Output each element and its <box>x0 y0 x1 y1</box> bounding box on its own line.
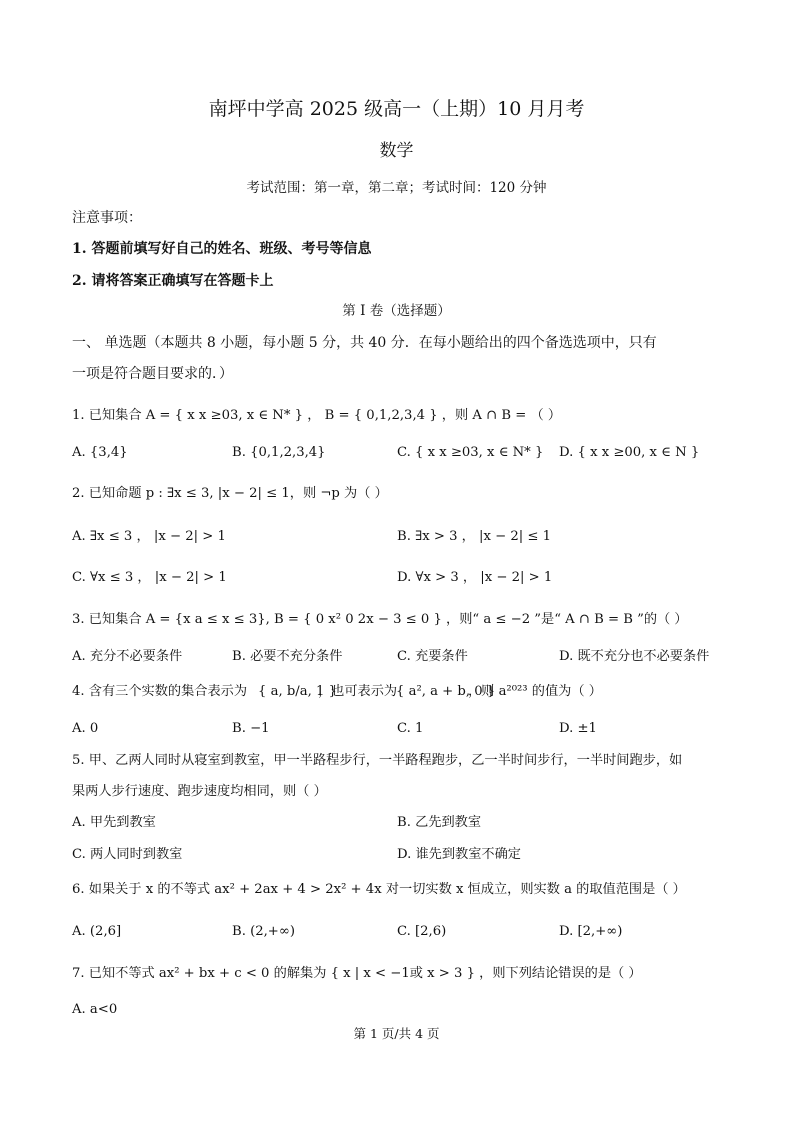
question-3-option-a: A. 充分不必要条件 <box>72 649 183 664</box>
question-3-option-c: C. 充要条件 <box>397 649 468 664</box>
question-7-option-a: A. a<0 <box>72 1002 118 1017</box>
question-5-stem-1: 5. 甲、乙两人同时从寝室到教室，甲一半路程步行，一半路程跑步，乙一半时间步行，一半时间跑步，如 <box>72 753 683 768</box>
question-4-stem-post: ，则 a²⁰²³ 的值为（ ） <box>468 684 602 699</box>
question-2-option-d: D. ∀x > 3 ， |x − 2| > 1 <box>397 570 553 585</box>
question-1-stem: 1. 已知集合 A = { x x ≥03, x ∈ N* } ， B = { 0,1,2,3,4 } ，则 A ∩ B = （ ） <box>72 408 562 423</box>
page-footer: 第 1 页/共 4 页 <box>353 1026 440 1041</box>
question-4-option-d: D. ±1 <box>559 721 597 736</box>
section-instructions-2: 一项是符合题目要求的．） <box>72 366 233 382</box>
question-6-option-a: A. (2,6] <box>72 924 122 939</box>
question-6-stem: 6. 如果关于 x 的不等式 ax² + 2ax + 4 > 2x² + 4x 对一切实数 x 恒成立，则实数 a 的取值范围是（ ） <box>72 882 686 897</box>
question-1-option-d: D. { x x ≥00, x ∈ N } <box>559 445 700 460</box>
question-3-option-b: B. 必要不充分条件 <box>232 649 343 664</box>
question-4-option-b: B. −1 <box>232 721 270 736</box>
section-instructions-1: 一、 单选题（本题共 8 小题，每小题 5 分，共 40 分．在每小题给出的四个备选选项中，只有 <box>72 335 657 351</box>
question-4-set-2: { a², a + b, 0 } <box>396 684 496 699</box>
note-item-1: 1. 答题前填写好自己的姓名、班级、考号等信息 <box>72 241 372 257</box>
question-1-option-c: C. { x x ≥03, x ∈ N* } <box>397 445 544 460</box>
question-4-stem-pre: 4. 含有三个实数的集合表示为 <box>72 684 248 699</box>
question-7-stem: 7. 已知不等式 ax² + bx + c < 0 的解集为 { x | x < −1或 x > 3 } ，则下列结论错误的是（ ） <box>72 966 642 981</box>
question-4-option-a: A. 0 <box>72 721 99 736</box>
question-6-option-d: D. [2,+∞) <box>559 924 623 939</box>
note-item-2: 2. 请将答案正确填写在答题卡上 <box>72 273 274 289</box>
question-6-option-c: C. [2,6) <box>397 924 447 939</box>
page-title: 南坪中学高 2025 级高一（上期）10 月月考 <box>208 98 585 120</box>
exam-info: 考试范围：第一章，第二章；考试时间：120 分钟 <box>246 180 547 196</box>
question-5-option-c: C. 两人同时到教室 <box>72 847 183 862</box>
question-5-option-d: D. 谁先到教室不确定 <box>397 847 521 862</box>
question-5-stem-2: 果两人步行速度、跑步速度均相同，则（ ） <box>72 784 327 799</box>
question-2-option-c: C. ∀x ≤ 3 ， |x − 2| > 1 <box>72 570 227 585</box>
question-4-stem-mid: ，也可表示为 <box>318 684 398 699</box>
question-1-option-b: B. {0,1,2,3,4} <box>232 445 326 460</box>
question-1-option-a: A. {3,4} <box>72 445 128 460</box>
question-6-option-b: B. (2,+∞) <box>232 924 295 939</box>
question-5-option-b: B. 乙先到教室 <box>397 815 482 830</box>
question-2-option-b: B. ∃x > 3 ， |x − 2| ≤ 1 <box>397 529 552 544</box>
question-4-set-1: { a, b/a, 1 } <box>258 684 337 699</box>
question-3-option-d: D. 既不充分也不必要条件 <box>559 649 710 664</box>
section-title: 第 I 卷（选择题） <box>342 303 451 319</box>
question-5-option-a: A. 甲先到教室 <box>72 815 156 830</box>
notes-heading: 注意事项： <box>72 210 142 226</box>
question-4-option-c: C. 1 <box>397 721 424 736</box>
question-2-option-a: A. ∃x ≤ 3 ， |x − 2| > 1 <box>72 529 226 544</box>
question-3-stem: 3. 已知集合 A = {x a ≤ x ≤ 3}, B = { 0 x² 0 2x − 3 ≤ 0 } ，则“ a ≤ −2 ”是“ A ∩ B = B ”的（ ） <box>72 612 688 627</box>
subject-title: 数学 <box>379 141 414 161</box>
question-2-stem: 2. 已知命题 p : ∃x ≤ 3, |x − 2| ≤ 1，则 ¬p 为（ ） <box>72 486 388 501</box>
